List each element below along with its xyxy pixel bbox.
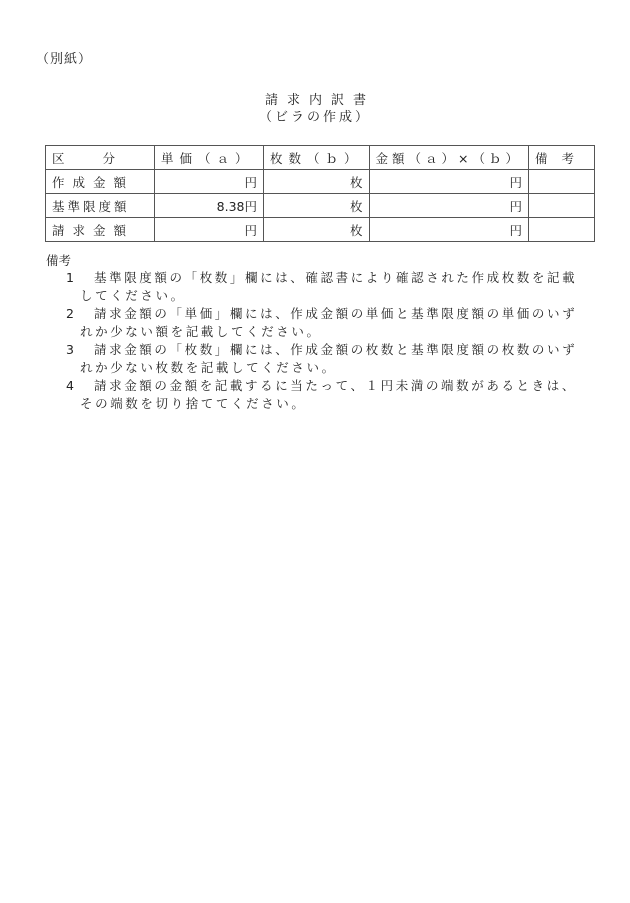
note-item <box>64 269 584 305</box>
note-line: してください。 <box>80 288 186 303</box>
table-row <box>46 170 595 194</box>
row-label: 作成金額 <box>46 170 155 194</box>
cell-unit-price[interactable]: 円 <box>155 170 264 194</box>
note-number: 2 <box>66 306 74 321</box>
header-category-a: 区 <box>52 150 67 166</box>
note-item <box>64 341 584 377</box>
note-number: 3 <box>66 342 74 357</box>
table-header-row <box>46 146 595 170</box>
note-item <box>64 377 584 413</box>
cell-count[interactable]: 枚 <box>264 218 370 242</box>
annex-label: （別紙） <box>36 52 93 67</box>
cell-amount[interactable]: 円 <box>369 170 528 194</box>
row-label: 基準限度額 <box>46 194 155 218</box>
note-line: 請求金額の「枚数」欄には、作成金額の枚数と基準限度額の枚数のいず <box>94 342 578 357</box>
breakdown-table <box>45 145 595 242</box>
document-title: 請求内訳書 <box>264 93 375 108</box>
note-line: その端数を切り捨ててください。 <box>80 396 307 411</box>
table-row <box>46 218 595 242</box>
note-number: 4 <box>66 378 74 393</box>
cell-unit-price[interactable]: 8.38円 <box>155 194 264 218</box>
header-amount: 金額（ａ）×（ｂ） <box>369 146 528 170</box>
header-unit-price: 単価（ａ） <box>155 146 264 170</box>
note-text <box>80 305 584 341</box>
notes-list <box>64 269 584 413</box>
note-line: 請求金額の金額を記載するに当たって、１円未満の端数があるときは、 <box>94 378 577 393</box>
header-category <box>46 146 155 170</box>
note-text <box>80 341 584 377</box>
note-number: 1 <box>66 270 74 285</box>
cell-remarks[interactable] <box>529 218 595 242</box>
header-remarks: 備考 <box>529 146 595 170</box>
note-line: 請求金額の「単価」欄には、作成金額の単価と基準限度額の単価のいず <box>94 306 578 321</box>
row-label: 請求金額 <box>46 218 155 242</box>
cell-count[interactable]: 枚 <box>264 170 370 194</box>
header-category-b: 分 <box>102 150 118 166</box>
note-line: 基準限度額の「枚数」欄には、確認書により確認された作成枚数を記載 <box>94 270 578 285</box>
note-text <box>80 377 584 413</box>
document-subtitle: （ビラの作成） <box>258 110 371 125</box>
cell-remarks[interactable] <box>529 170 595 194</box>
note-line: れか少ない枚数を記載してください。 <box>80 360 337 375</box>
note-item <box>64 305 584 341</box>
note-line: れか少ない額を記載してください。 <box>80 324 322 339</box>
note-text <box>80 269 584 305</box>
cell-count[interactable]: 枚 <box>264 194 370 218</box>
cell-amount[interactable]: 円 <box>369 218 528 242</box>
cell-unit-price[interactable]: 円 <box>155 218 264 242</box>
cell-amount[interactable]: 円 <box>369 194 528 218</box>
notes-heading: 備考 <box>46 253 72 268</box>
header-count: 枚数（ｂ） <box>264 146 370 170</box>
cell-remarks[interactable] <box>529 194 595 218</box>
table-row <box>46 194 595 218</box>
